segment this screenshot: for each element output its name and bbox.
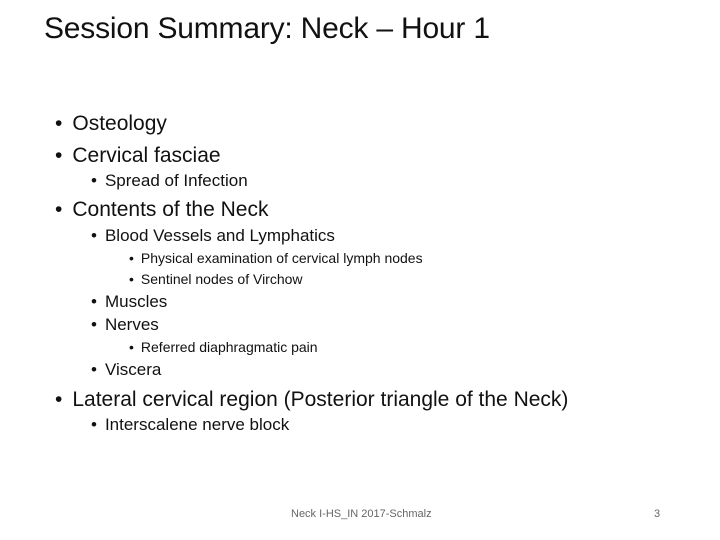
bullet-text: Blood Vessels and Lymphatics bbox=[104, 226, 335, 245]
bullet-item-lateral-cervical-region bbox=[55, 388, 568, 412]
bullet-item-referred-pain bbox=[129, 339, 318, 355]
bullet-icon: • bbox=[91, 226, 97, 245]
bullet-text: Cervical fasciae bbox=[72, 144, 221, 167]
bullet-text: Spread of Infection bbox=[104, 171, 248, 190]
bullet-item-contents-of-neck bbox=[55, 198, 268, 222]
bullet-icon: • bbox=[55, 144, 63, 167]
bullet-text: Osteology bbox=[72, 112, 167, 135]
bullet-text: Lateral cervical region (Posterior triangle of the Neck) bbox=[72, 388, 569, 411]
bullet-item-nerves bbox=[91, 315, 159, 335]
bullet-text: Muscles bbox=[104, 292, 168, 311]
bullet-icon: • bbox=[91, 415, 97, 434]
bullet-text: Referred diaphragmatic pain bbox=[140, 339, 318, 355]
bullet-text: Nerves bbox=[104, 315, 159, 334]
bullet-text: Interscalene nerve block bbox=[104, 415, 290, 434]
bullet-item-muscles bbox=[91, 292, 167, 312]
bullet-icon: • bbox=[55, 112, 63, 135]
bullet-icon: • bbox=[129, 271, 134, 287]
bullet-text: Contents of the Neck bbox=[72, 198, 269, 221]
bullet-item-physical-exam bbox=[129, 250, 423, 266]
bullet-text: Viscera bbox=[104, 360, 162, 379]
bullet-icon: • bbox=[55, 198, 63, 221]
slide-title: Session Summary: Neck – Hour 1 bbox=[44, 12, 490, 45]
footer-text: Neck I-HS_IN 2017-Schmalz bbox=[291, 508, 432, 520]
bullet-item-viscera bbox=[91, 360, 161, 380]
bullet-item-interscalene bbox=[91, 415, 289, 435]
bullet-text: Sentinel nodes of Virchow bbox=[140, 271, 303, 287]
bullet-text: Physical examination of cervical lymph nodes bbox=[140, 250, 423, 266]
bullet-icon: • bbox=[91, 171, 97, 190]
page-number: 3 bbox=[654, 508, 661, 520]
bullet-icon: • bbox=[55, 388, 63, 411]
bullet-item-cervical-fasciae bbox=[55, 144, 221, 168]
bullet-icon: • bbox=[91, 292, 97, 311]
bullet-icon: • bbox=[91, 315, 97, 334]
bullet-item-sentinel-nodes bbox=[129, 271, 303, 287]
bullet-item-osteology bbox=[55, 112, 167, 136]
bullet-icon: • bbox=[129, 339, 134, 355]
bullet-icon: • bbox=[129, 250, 134, 266]
bullet-item-spread-of-infection bbox=[91, 171, 248, 191]
bullet-item-blood-vessels bbox=[91, 226, 335, 246]
bullet-icon: • bbox=[91, 360, 97, 379]
